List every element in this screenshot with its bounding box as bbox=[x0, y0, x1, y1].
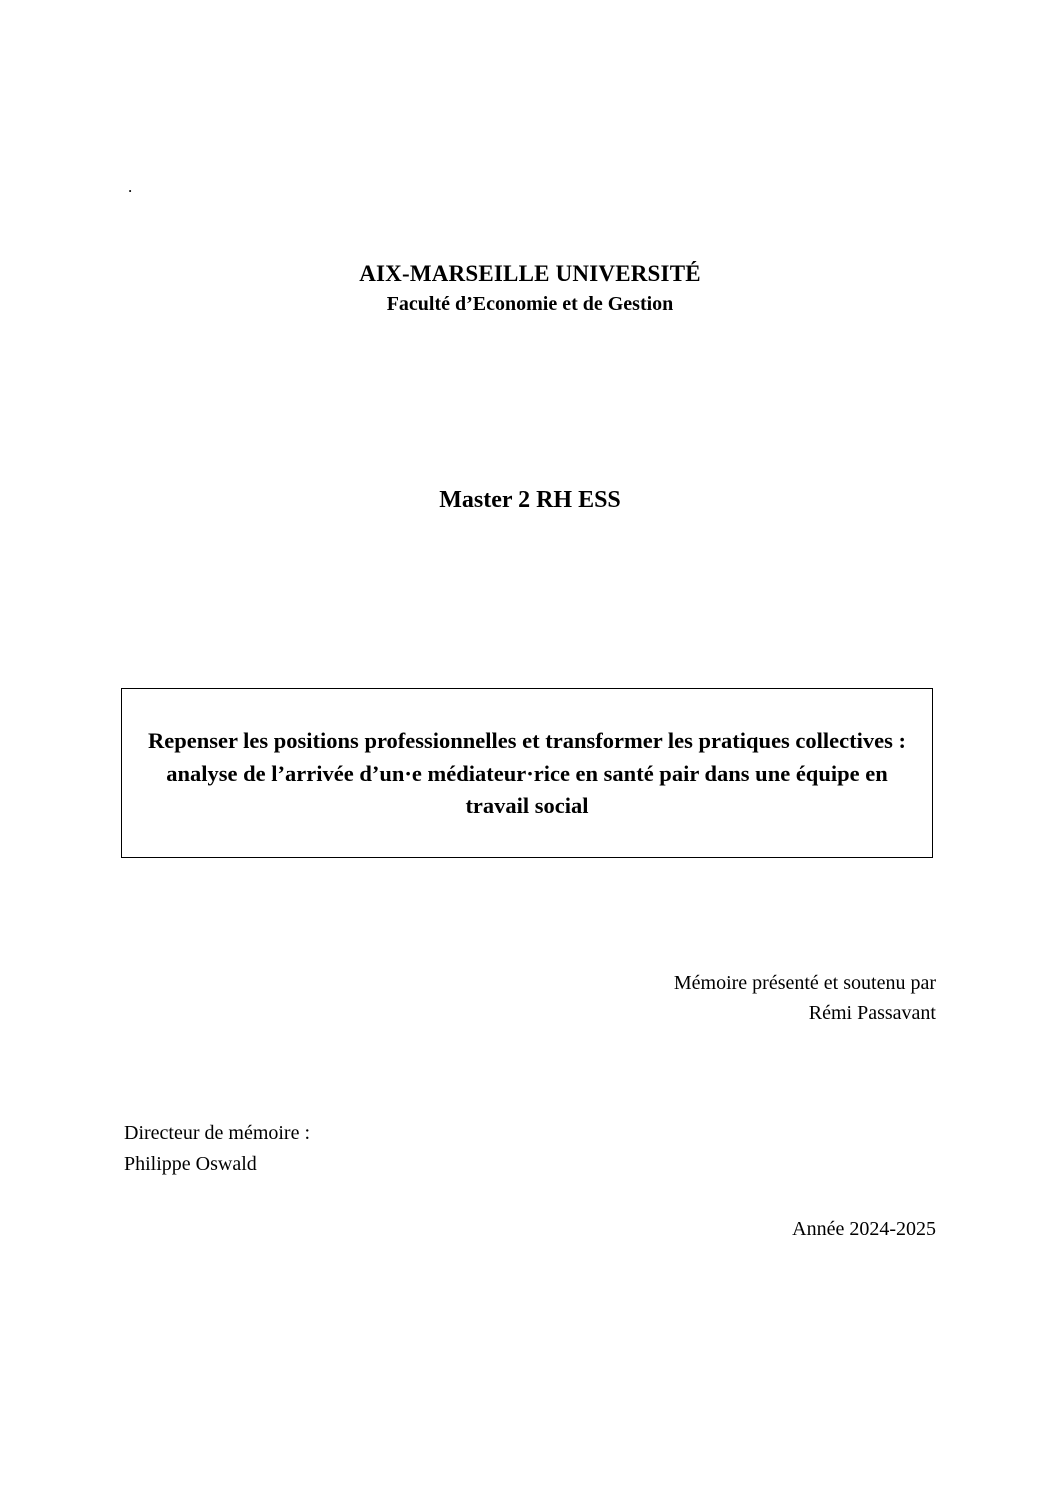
program-name: Master 2 RH ESS bbox=[439, 487, 621, 513]
supervisor-name: Philippe Oswald bbox=[124, 1153, 257, 1175]
university-name: AIX-MARSEILLE UNIVERSITÉ bbox=[359, 261, 701, 286]
author-name: Rémi Passavant bbox=[808, 1002, 936, 1024]
academic-year-section bbox=[436, 1218, 936, 1241]
university-header bbox=[124, 258, 936, 318]
thesis-title-box bbox=[121, 688, 933, 858]
author-section bbox=[376, 968, 936, 1028]
thesis-title: Repenser les positions professionnelles et transformer les pratiques collectives : analyse de l’arrivée d’un·e médiateur·rice en santé pair dans une équipe en travail social bbox=[147, 728, 907, 819]
supervisor-section bbox=[124, 1118, 684, 1180]
leading-period-mark: . bbox=[128, 177, 133, 196]
faculty-name: Faculté d’Economie et de Gestion bbox=[386, 293, 674, 316]
page-content bbox=[124, 0, 936, 1497]
supervisor-label: Directeur de mémoire : bbox=[124, 1122, 311, 1144]
presented-by-label: Mémoire présenté et soutenu par bbox=[673, 972, 936, 994]
program-header bbox=[124, 487, 936, 514]
academic-year: Année 2024-2025 bbox=[792, 1218, 936, 1240]
